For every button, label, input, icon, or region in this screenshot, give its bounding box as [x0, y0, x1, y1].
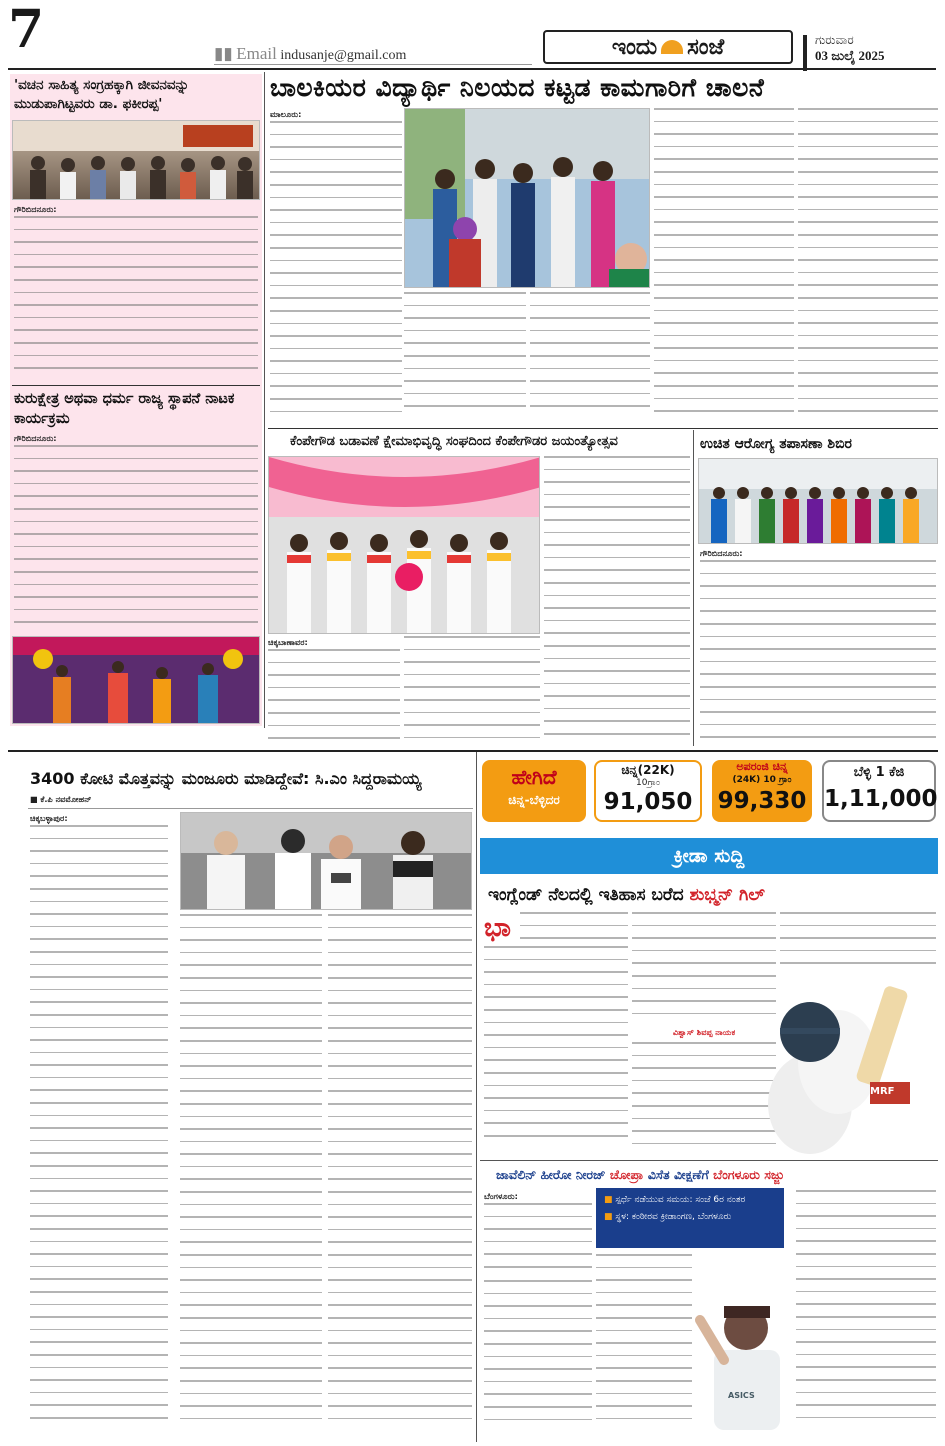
gold-24k-value: 99,330: [717, 788, 807, 814]
gill-headline: [488, 882, 928, 908]
hostel-headline: ಬಾಲಕಿಯರ ವಿದ್ಯಾರ್ಥಿ ನಿಲಯದ ಕಟ್ಟಡ ಕಾಮಗಾರಿಗೆ ಚಾಲನೆ: [270, 73, 765, 102]
gill-byline-name: ವಿಶ್ವಾಸ್ ಶಿವಪ್ಪ ನಾಯಕ: [672, 1027, 736, 1037]
kempegowda-headline: ಕೆಂಪೇಗೌಡ ಬಡಾವಣೆ ಕ್ಷೇಮಾಭಿವೃದ್ಧಿ ಸಂಘದಿಂದ ಕೆಂಪೇಗೌಡರ ಜಯಂತ್ಯೋತ್ಸವ: [290, 434, 618, 449]
hostel-body-col2: [404, 292, 526, 422]
kempegowda-dateline-label: ಚಿಕ್ಕಬಾಣಾವರ:: [268, 637, 308, 647]
gold-title-bottom: ಚಿನ್ನ-ಬೆಳ್ಳಿದರ: [508, 793, 560, 807]
health-photo: [698, 458, 938, 544]
health-photo-art: [699, 459, 938, 544]
newspaper-logo: [543, 30, 793, 64]
vachana-dateline: [14, 203, 258, 216]
hostel-body-col1: [270, 121, 402, 423]
health-divider: [693, 430, 694, 746]
dropcap: ಭಾ: [484, 913, 511, 943]
gill-photo: [720, 972, 936, 1154]
hostel-photo-art: [405, 109, 650, 288]
hostel-body-col5: [798, 108, 938, 422]
right-column-divider: [476, 752, 477, 1442]
neeraj-info-box: [596, 1188, 784, 1248]
gill-body-col4: [780, 912, 936, 972]
hostel-photo: [404, 108, 650, 288]
kempegowda-body-col2: [404, 636, 540, 746]
health-headline: ಉಚಿತ ಆರೋಗ್ಯ ತಪಾಸಣಾ ಶಿಬಿರ: [700, 436, 852, 452]
logo-left-text: ಇಂದು: [611, 34, 658, 60]
neeraj-headline: [496, 1166, 936, 1184]
logo-right-text: ಸಂಜೆ: [687, 34, 725, 60]
bullet-square-icon: ■: [604, 1195, 616, 1205]
hostel-dateline-label: ಮಾಲೂರು:: [270, 109, 302, 119]
neeraj-info-time: [604, 1194, 776, 1207]
date-block: [815, 33, 935, 64]
kempegowda-photo-art: [269, 457, 540, 634]
silver-box: [822, 760, 936, 822]
date-bar: [803, 35, 807, 71]
masthead-divider: [8, 68, 936, 70]
cm-byline: [30, 793, 230, 806]
gill-body-intro: [520, 912, 628, 944]
cm-body-col3: [328, 914, 472, 1436]
neeraj-photo: [694, 1280, 790, 1430]
gold-title-box: [482, 760, 586, 822]
kurukshetra-body: [14, 445, 258, 633]
sports-divider: [480, 1160, 938, 1161]
kurukshetra-dateline: [14, 432, 258, 445]
gold-24k-unit: (24K) 10 ಗ್ರಾಂ: [732, 775, 792, 785]
left-column-divider: [264, 72, 265, 728]
neeraj-dateline: [484, 1190, 592, 1203]
neeraj-headline-mid: ವಿಸೆತ ವೀಕ್ಷಣೆಗೆ: [647, 1167, 709, 1182]
drama-photo: [12, 636, 260, 724]
jersey-text: ASICS: [728, 1391, 755, 1400]
health-body: [700, 560, 936, 746]
health-dateline-label: ಗೌರಿಬಿದನೂರು:: [700, 548, 743, 558]
vachana-photo: [12, 120, 260, 200]
neeraj-headline-pre: ಜಾವೆಲಿನ್ ಹೀರೋ ನೀರಜ್: [496, 1167, 606, 1182]
neeraj-dateline-label: ಬೆಂಗಳೂರು:: [484, 1191, 518, 1201]
neeraj-body-col2: [596, 1254, 692, 1436]
kempegowda-photo: [268, 456, 540, 634]
hostel-body-col3: [530, 292, 650, 422]
kempegowda-dateline: [268, 636, 400, 649]
neeraj-info-time-text: ಸ್ಪರ್ಧೆ ನಡೆಯುವ ಸಮಯ: ಸಂಜೆ 6ರ ನಂತರ: [615, 1195, 746, 1205]
mail-icon: ▮▮: [214, 44, 233, 63]
hostel-dateline: [270, 108, 402, 121]
cm-body-col1: [30, 825, 168, 1435]
gold-22k-label: ಚಿನ್ನ(22K): [621, 763, 675, 777]
cm-headline: 3400 ಕೋಟಿ ಮೊತ್ತವನ್ನು ಮಂಜೂರು ಮಾಡಿದ್ದೇವೆ: ಸಿ.ಎಂ ಸಿದ್ದರಾಮಯ್ಯ: [30, 769, 422, 788]
kempegowda-body-col1: [268, 649, 400, 745]
vachana-body: [14, 216, 258, 382]
email-address[interactable]: indusanje@gmail.com: [280, 48, 407, 63]
bat-logo-text: MRF: [870, 1086, 895, 1097]
gill-headline-pre: ಇಂಗ್ಲೆಂಡ್ ನೆಲದಲ್ಲಿ ಇತಿಹಾಸ ಬರೆದ: [488, 885, 684, 905]
page-number: 7: [8, 0, 45, 60]
cm-byline-rule: [28, 808, 473, 809]
gold-24k-box: [712, 760, 812, 822]
masthead-rule: [214, 64, 532, 65]
cm-photo-art: [181, 813, 472, 910]
sports-section-title: ಕ್ರೀಡಾ ಸುದ್ದಿ: [673, 845, 745, 867]
mid-page-rule: [8, 750, 938, 752]
vachana-headline: 'ವಚನ ಸಾಹಿತ್ಯ ಸಂಗ್ರಹಕ್ಕಾಗಿ ಜೀವನವನ್ನು ಮುಡುಪಾಗಿಟ್ಟವರು ಡಾ. ಫಕೀರಪ್ಪ': [14, 77, 190, 112]
day-text: ಗುರುವಾರ: [815, 33, 854, 47]
drama-photo-art: [13, 637, 260, 724]
gold-22k-unit: 10ಗ್ರಾಂ: [636, 778, 660, 788]
cm-body-col2: [180, 914, 322, 1436]
kurukshetra-rule: [12, 385, 260, 386]
neeraj-body-col3: [796, 1190, 936, 1436]
cm-dateline-label: ಚಿಕ್ಕಬಳ್ಳಾಪುರ:: [30, 813, 68, 823]
silver-value: 1,11,000: [824, 786, 938, 812]
sun-icon: [661, 40, 683, 54]
gold-24k-label: ಅಪರಂಜಿ ಚಿನ್ನ: [736, 760, 788, 773]
date-text: 03 ಜುಲೈ 2025: [815, 48, 885, 63]
neeraj-body-col1-top: [484, 1203, 592, 1275]
cm-byline-name: ಕೆ.ಪಿ ನವಮೋಹನ್: [40, 794, 92, 804]
neeraj-photo-art: [694, 1280, 790, 1430]
gill-headline-name: ಶುಭ್ಮನ್ ಗಿಲ್: [689, 885, 765, 905]
email-line: [214, 44, 406, 64]
hostel-body-col4: [654, 108, 794, 422]
neeraj-info-venue-text: ಸ್ಥಳ: ಕಂಠೀರವ ಕ್ರೀಡಾಂಗಣ, ಬೆಂಗಳೂರು: [615, 1212, 732, 1222]
gold-title-top: ಹೇಗಿದೆ: [511, 765, 557, 789]
neeraj-body-col1: [484, 1280, 592, 1436]
kurukshetra-headline: ಕುರುಕ್ಷೇತ್ರ ಅಥವಾ ಧರ್ಮ ರಾಜ್ಯ ಸ್ಥಾಪನೆ ನಾಟಕ ಕಾರ್ಯಕ್ರಮ: [14, 391, 235, 427]
cm-dateline: [30, 812, 168, 825]
vachana-dateline-label: ಗೌರಿಬಿದನೂರು:: [14, 204, 57, 214]
hostel-bottom-rule: [268, 428, 938, 429]
neeraj-headline-name: ಚೋಪ್ರಾ: [609, 1167, 644, 1182]
bullet-square-icon: ■: [604, 1212, 616, 1222]
kurukshetra-dateline-label: ಗೌರಿಬಿದನೂರು:: [14, 433, 57, 443]
byline-square-icon: ■: [30, 794, 41, 804]
silver-label: ಬೆಳ್ಳಿ 1 ಕೆಜಿ: [853, 765, 905, 780]
health-dateline: [700, 547, 936, 560]
gill-body-col1: [484, 946, 628, 1154]
gold-22k-box: [594, 760, 702, 822]
sports-banner: [480, 838, 938, 874]
neeraj-info-venue: [604, 1211, 776, 1224]
kempegowda-body-col3: [544, 456, 690, 746]
cm-photo: [180, 812, 472, 910]
gold-22k-value: 91,050: [603, 789, 693, 815]
gill-photo-art: [720, 972, 936, 1154]
email-label: Email: [236, 44, 277, 63]
vachana-photo-art: [13, 121, 260, 200]
neeraj-headline-city: ಬೆಂಗಳೂರು ಸಜ್ಜು: [713, 1167, 785, 1182]
